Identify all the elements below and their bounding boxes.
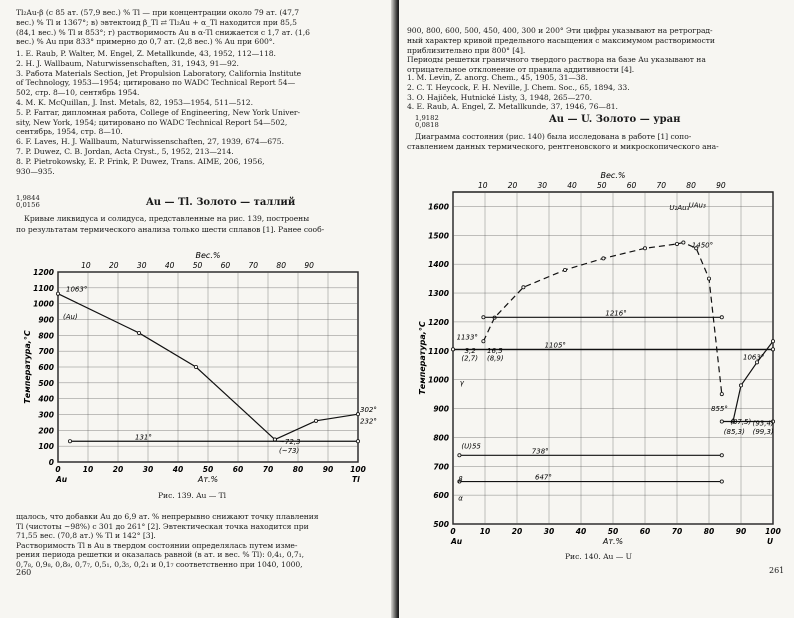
top-tick-label: 80: [276, 261, 286, 270]
y-tick-label: 900: [433, 404, 449, 414]
text-line: Tl (чистоты ~98%) с 301 до 261° [2]. Эвтектическая точка находится при: [16, 521, 309, 531]
data-point: [643, 247, 646, 250]
x-tick-label: 30: [142, 465, 154, 474]
annotation-label: ~72,3: [279, 438, 301, 447]
annotation-label: α: [458, 494, 463, 503]
au-u-phase-diagram: [403, 152, 791, 562]
y-tick-label: 100: [38, 442, 54, 452]
top-tick-label: 50: [597, 181, 607, 190]
series-line: [275, 414, 358, 439]
text-line: по результатам термического анализа только шести сплавов [1]. Ранее сооб-: [16, 224, 325, 234]
y-tick-label: 500: [38, 378, 54, 388]
x-tick-label: 90: [735, 527, 747, 536]
data-point: [563, 268, 566, 271]
reference-item: 3. Работа Materials Section, Jet Propulsion Laboratory, California Institute: [16, 68, 302, 78]
y-tick-label: 1000: [33, 299, 54, 309]
annotation-label: 3,2: [464, 347, 476, 356]
top-tick-label: 30: [136, 261, 147, 270]
x-tick-label: 40: [575, 527, 587, 536]
reference-item: sity, New York, 1954; цитировано по WADC Technical Report 54—502,: [16, 117, 288, 127]
top-tick-label: 60: [626, 181, 637, 190]
text-line: Диаграмма состояния (рис. 140) была исследована в работе [1] сопо-: [415, 132, 692, 141]
x-tick-label: 10: [82, 465, 94, 474]
series-line: [483, 243, 721, 395]
annotation-label: 1063°: [66, 285, 88, 294]
x-tick-label: 20: [112, 465, 124, 474]
data-point: [68, 440, 71, 443]
x-axis-label: Ат.%: [197, 475, 219, 484]
top-axis-label: Вес.%: [195, 251, 221, 260]
top-tick-label: 40: [164, 261, 175, 270]
x-tick-label: 10: [479, 527, 491, 536]
annotation-label: (93,4): [752, 419, 774, 428]
text-line: 900, 800, 600, 500, 450, 400, 300 и 200° Эти цифры указывают на ретроград-: [407, 26, 713, 35]
reference-item: 930—935.: [16, 166, 55, 176]
data-point: [771, 340, 774, 343]
au-tl-phase-diagram: [6, 240, 386, 490]
x-tick-label: 70: [671, 527, 683, 536]
data-point: [56, 292, 59, 295]
x-tick-label: 50: [202, 465, 214, 474]
reference-item: сентябрь, 1954, стр. 8—10.: [16, 127, 123, 137]
text-line: щалось, что добавки Au до 6,9 ат. % непрерывно снижают точку плавления: [16, 512, 319, 521]
data-point: [482, 316, 485, 319]
x-tick-label: 0: [55, 465, 61, 474]
top-tick-label: 60: [220, 261, 231, 270]
x-tick-label: 70: [262, 465, 274, 474]
x-tick-label: 100: [765, 527, 781, 536]
x-end-label-right: U: [767, 537, 774, 546]
top-tick-label: 20: [109, 261, 119, 270]
left-ratio-top: 1,9844: [16, 194, 40, 202]
top-tick-label: 10: [477, 181, 488, 190]
annotation-label: 1063°: [743, 353, 765, 362]
y-tick-label: 400: [38, 394, 54, 404]
top-tick-label: 20: [507, 181, 518, 190]
annotation-label: 1450°: [691, 241, 714, 250]
y-tick-label: 900: [38, 315, 54, 325]
left-figure-caption: Рис. 139. Au — Tl: [158, 491, 227, 500]
text-line: ный характер кривой предельного насыщения с максимумом растворимости: [407, 35, 715, 45]
y-tick-label: 1600: [428, 202, 449, 212]
text-line: приблизительно при 800° [4].: [407, 45, 526, 55]
reference-item: 6. F. Laves, H. J. Wallbaum, Naturwissenschaften, 27, 1939, 674—675.: [16, 137, 284, 147]
data-point: [720, 316, 723, 319]
annotation-label: γ: [459, 378, 464, 387]
y-tick-label: 0: [48, 458, 54, 467]
y-tick-label: 1500: [428, 231, 449, 241]
top-tick-label: 40: [567, 181, 577, 190]
annotation-label: 1105°: [544, 341, 566, 350]
data-point: [720, 480, 723, 483]
top-tick-label: 70: [656, 181, 667, 190]
reference-item: 1. M. Levin, Z. anorg. Chem., 45, 1905, 31—38.: [407, 73, 588, 82]
left-page-number: 260: [16, 568, 32, 577]
annotation-label: (99,3): [752, 427, 774, 436]
reference-item: of Technology, 1953—1954; цитировано по WADC Technical Report 54—: [16, 78, 296, 88]
text-line: 0,7₈, 0,9₈, 0,8₉, 0,7₇, 0,5₁, 0,3₅, 0,2₁ и 0,1₇ соответственно при 1040, 1000,: [16, 560, 303, 569]
reference-item: 4. M. K. McQuillan, J. Inst. Metals, 82, 1953—1954, 511—512.: [16, 98, 253, 107]
data-point: [482, 340, 485, 343]
reference-item: 5. P. Farrar, дипломная работа, College of Engineering, New York Univer-: [16, 107, 300, 117]
data-point: [720, 420, 723, 423]
annotation-label: 1216°: [605, 309, 627, 318]
right-figure-caption: Рис. 140. Au — U: [565, 552, 632, 561]
top-tick-label: 70: [248, 261, 259, 270]
annotation-label: 16,5: [487, 347, 503, 356]
data-point: [522, 286, 525, 289]
text-line: Периоды решетки граничного твердого раствора на базе Au указывают на: [407, 55, 706, 65]
x-axis-label: Ат.%: [602, 537, 624, 546]
x-tick-label: 0: [450, 527, 456, 536]
reference-item: 4. E. Raub, A. Engel, Z. Metallkunde, 37, 1946, 76—81.: [407, 102, 618, 112]
y-tick-label: 500: [433, 520, 449, 529]
y-tick-label: 1300: [428, 289, 449, 299]
annotation-label: (Au): [63, 313, 78, 322]
right-ratio-top: 1,9182: [415, 114, 439, 122]
y-axis-label: Температура,°C: [23, 330, 32, 404]
x-tick-label: 60: [232, 465, 244, 474]
top-tick-label: 80: [686, 181, 696, 190]
reference-item: 502, стр. 8—10, сентябрь 1954.: [16, 88, 140, 98]
top-tick-label: 30: [537, 181, 548, 190]
data-point: [314, 419, 317, 422]
top-tick-label: 50: [192, 261, 203, 270]
reference-item: 2. C. T. Heycock, F. H. Neville, J. Chem. Soc., 65, 1894, 33.: [407, 82, 630, 92]
y-tick-label: 700: [433, 462, 449, 472]
reference-item: 3. O. Hajiček, Hutnické Listy, 3, 1948, 265—270.: [407, 92, 592, 102]
reference-item: 2. H. J. Wallbaum, Naturwissenschaften, 31, 1943, 91—92.: [16, 58, 239, 68]
text-line: Кривые ликвидуса и солидуса, представленные на рис. 139, построены: [24, 214, 310, 223]
top-tick-label: 90: [716, 181, 726, 190]
reference-item: 8. P. Pietrokowsky, E. P. Frink, P. Duwez, Trans. AIME, 206, 1956,: [16, 156, 265, 166]
x-tick-label: 40: [172, 465, 184, 474]
x-tick-label: 20: [511, 527, 523, 536]
text-line: вес.) % Au при 833° примерно до 0,7 ат. (2,8 вес.) % Au при 600°.: [16, 37, 275, 47]
data-point: [720, 454, 723, 457]
text-line: рения периода решетки и оказалась равной (в ат. и вес. % Tl): 0,4₁, 0,7₁,: [16, 550, 305, 560]
annotation-label: (U)55: [461, 442, 481, 451]
top-tick-label: 90: [304, 261, 314, 270]
x-tick-label: 30: [543, 527, 555, 536]
annotation-label: β: [458, 475, 463, 484]
annotation-label: UAu₃: [688, 201, 706, 210]
y-axis-label: Температура,°C: [418, 321, 427, 395]
annotation-label: (87,5): [730, 417, 752, 426]
y-tick-label: 300: [38, 410, 54, 420]
y-tick-label: 600: [38, 363, 54, 372]
x-end-label-left: Au: [56, 475, 68, 484]
left-section-heading: Au — Tl. Золото — таллий: [146, 197, 296, 208]
annotation-label: 647°: [535, 473, 552, 482]
y-tick-label: 1100: [33, 283, 54, 293]
x-tick-label: 80: [292, 465, 304, 474]
text-line: вес.) % Tl и 1367°; в) эвтектоид β_Tl ⇄ Tl₂Au + α_Tl находится при 85,5: [16, 17, 297, 27]
x-tick-label: 50: [607, 527, 619, 536]
text-line: 71,55 вес. (70,8 ат.) % Tl и 142° [3].: [16, 531, 156, 541]
text-line: ставлением данных термического, рентгеновского и микроскопического ана-: [407, 142, 719, 151]
annotation-label: 131°: [135, 433, 152, 442]
y-tick-label: 600: [433, 491, 449, 501]
right-page: [399, 0, 794, 618]
data-point: [194, 365, 197, 368]
x-tick-label: 100: [350, 465, 366, 474]
y-tick-label: 700: [38, 347, 54, 357]
y-tick-label: 1100: [428, 346, 449, 356]
data-point: [137, 331, 140, 334]
y-tick-label: 800: [38, 331, 54, 341]
data-point: [273, 438, 276, 441]
text-line: отрицательное отклонение от правила аддитивности [4].: [407, 65, 635, 75]
data-point: [451, 348, 454, 351]
annotation-label: (8,9): [487, 354, 504, 363]
y-tick-label: 1200: [428, 317, 449, 327]
y-tick-label: 200: [38, 426, 54, 436]
reference-item: 1. E. Raub, P. Walter, M. Engel, Z. Metallkunde, 43, 1952, 112—118.: [16, 49, 276, 58]
data-point: [682, 241, 685, 244]
data-point: [356, 440, 359, 443]
right-section-heading: Au — U. Золото — уран: [549, 114, 681, 125]
annotation-label: 302°: [360, 406, 377, 415]
annotation-label: 855°: [711, 404, 728, 413]
right-page-number: 261: [769, 566, 785, 575]
annotation-label: 1133°: [456, 333, 478, 342]
data-point: [771, 348, 774, 351]
x-tick-label: 80: [703, 527, 715, 536]
text-line: Растворимость Tl в Au в твердом состоянии определялась путем изме-: [16, 540, 298, 550]
annotation-label: (~73): [279, 446, 300, 455]
x-tick-label: 90: [322, 465, 334, 474]
data-point: [458, 454, 461, 457]
annotation-label: U₂Au₃: [669, 204, 690, 213]
x-end-label-right: Tl: [352, 475, 360, 484]
series-line: [58, 294, 275, 440]
data-point: [602, 257, 605, 260]
top-axis-label: Вес.%: [600, 171, 626, 180]
text-line: (84,1 вес.) % Tl и 853°; г) растворимость Au в α-Tl снижается с 1,7 ат. (1,6: [16, 27, 310, 37]
x-end-label-left: Au: [451, 537, 463, 546]
y-tick-label: 800: [433, 433, 449, 443]
reference-item: 7. P. Duwez, C. B. Jordan, Acta Cryst., 5, 1952, 213—214.: [16, 147, 234, 156]
x-tick-label: 60: [639, 527, 651, 536]
annotation-label: (85,3): [723, 427, 745, 436]
y-tick-label: 1000: [428, 375, 449, 385]
data-point: [739, 384, 742, 387]
data-point: [720, 392, 723, 395]
y-tick-label: 1400: [428, 260, 449, 270]
left-ratio-bottom: 0,0156: [16, 201, 40, 209]
annotation-label: 232°: [360, 417, 377, 426]
right-ratio-bottom: 0,0818: [415, 121, 439, 129]
data-point: [707, 277, 710, 280]
top-tick-label: 10: [81, 261, 91, 270]
data-point: [675, 242, 678, 245]
y-tick-label: 1200: [33, 268, 54, 277]
annotation-label: (2,7): [461, 354, 479, 363]
text-line: Tl₂Au-β (с 85 ат. (57,9 вес.) % Tl — при концентрации около 79 ат. (47,7: [16, 8, 300, 17]
annotation-label: 738°: [531, 447, 549, 456]
